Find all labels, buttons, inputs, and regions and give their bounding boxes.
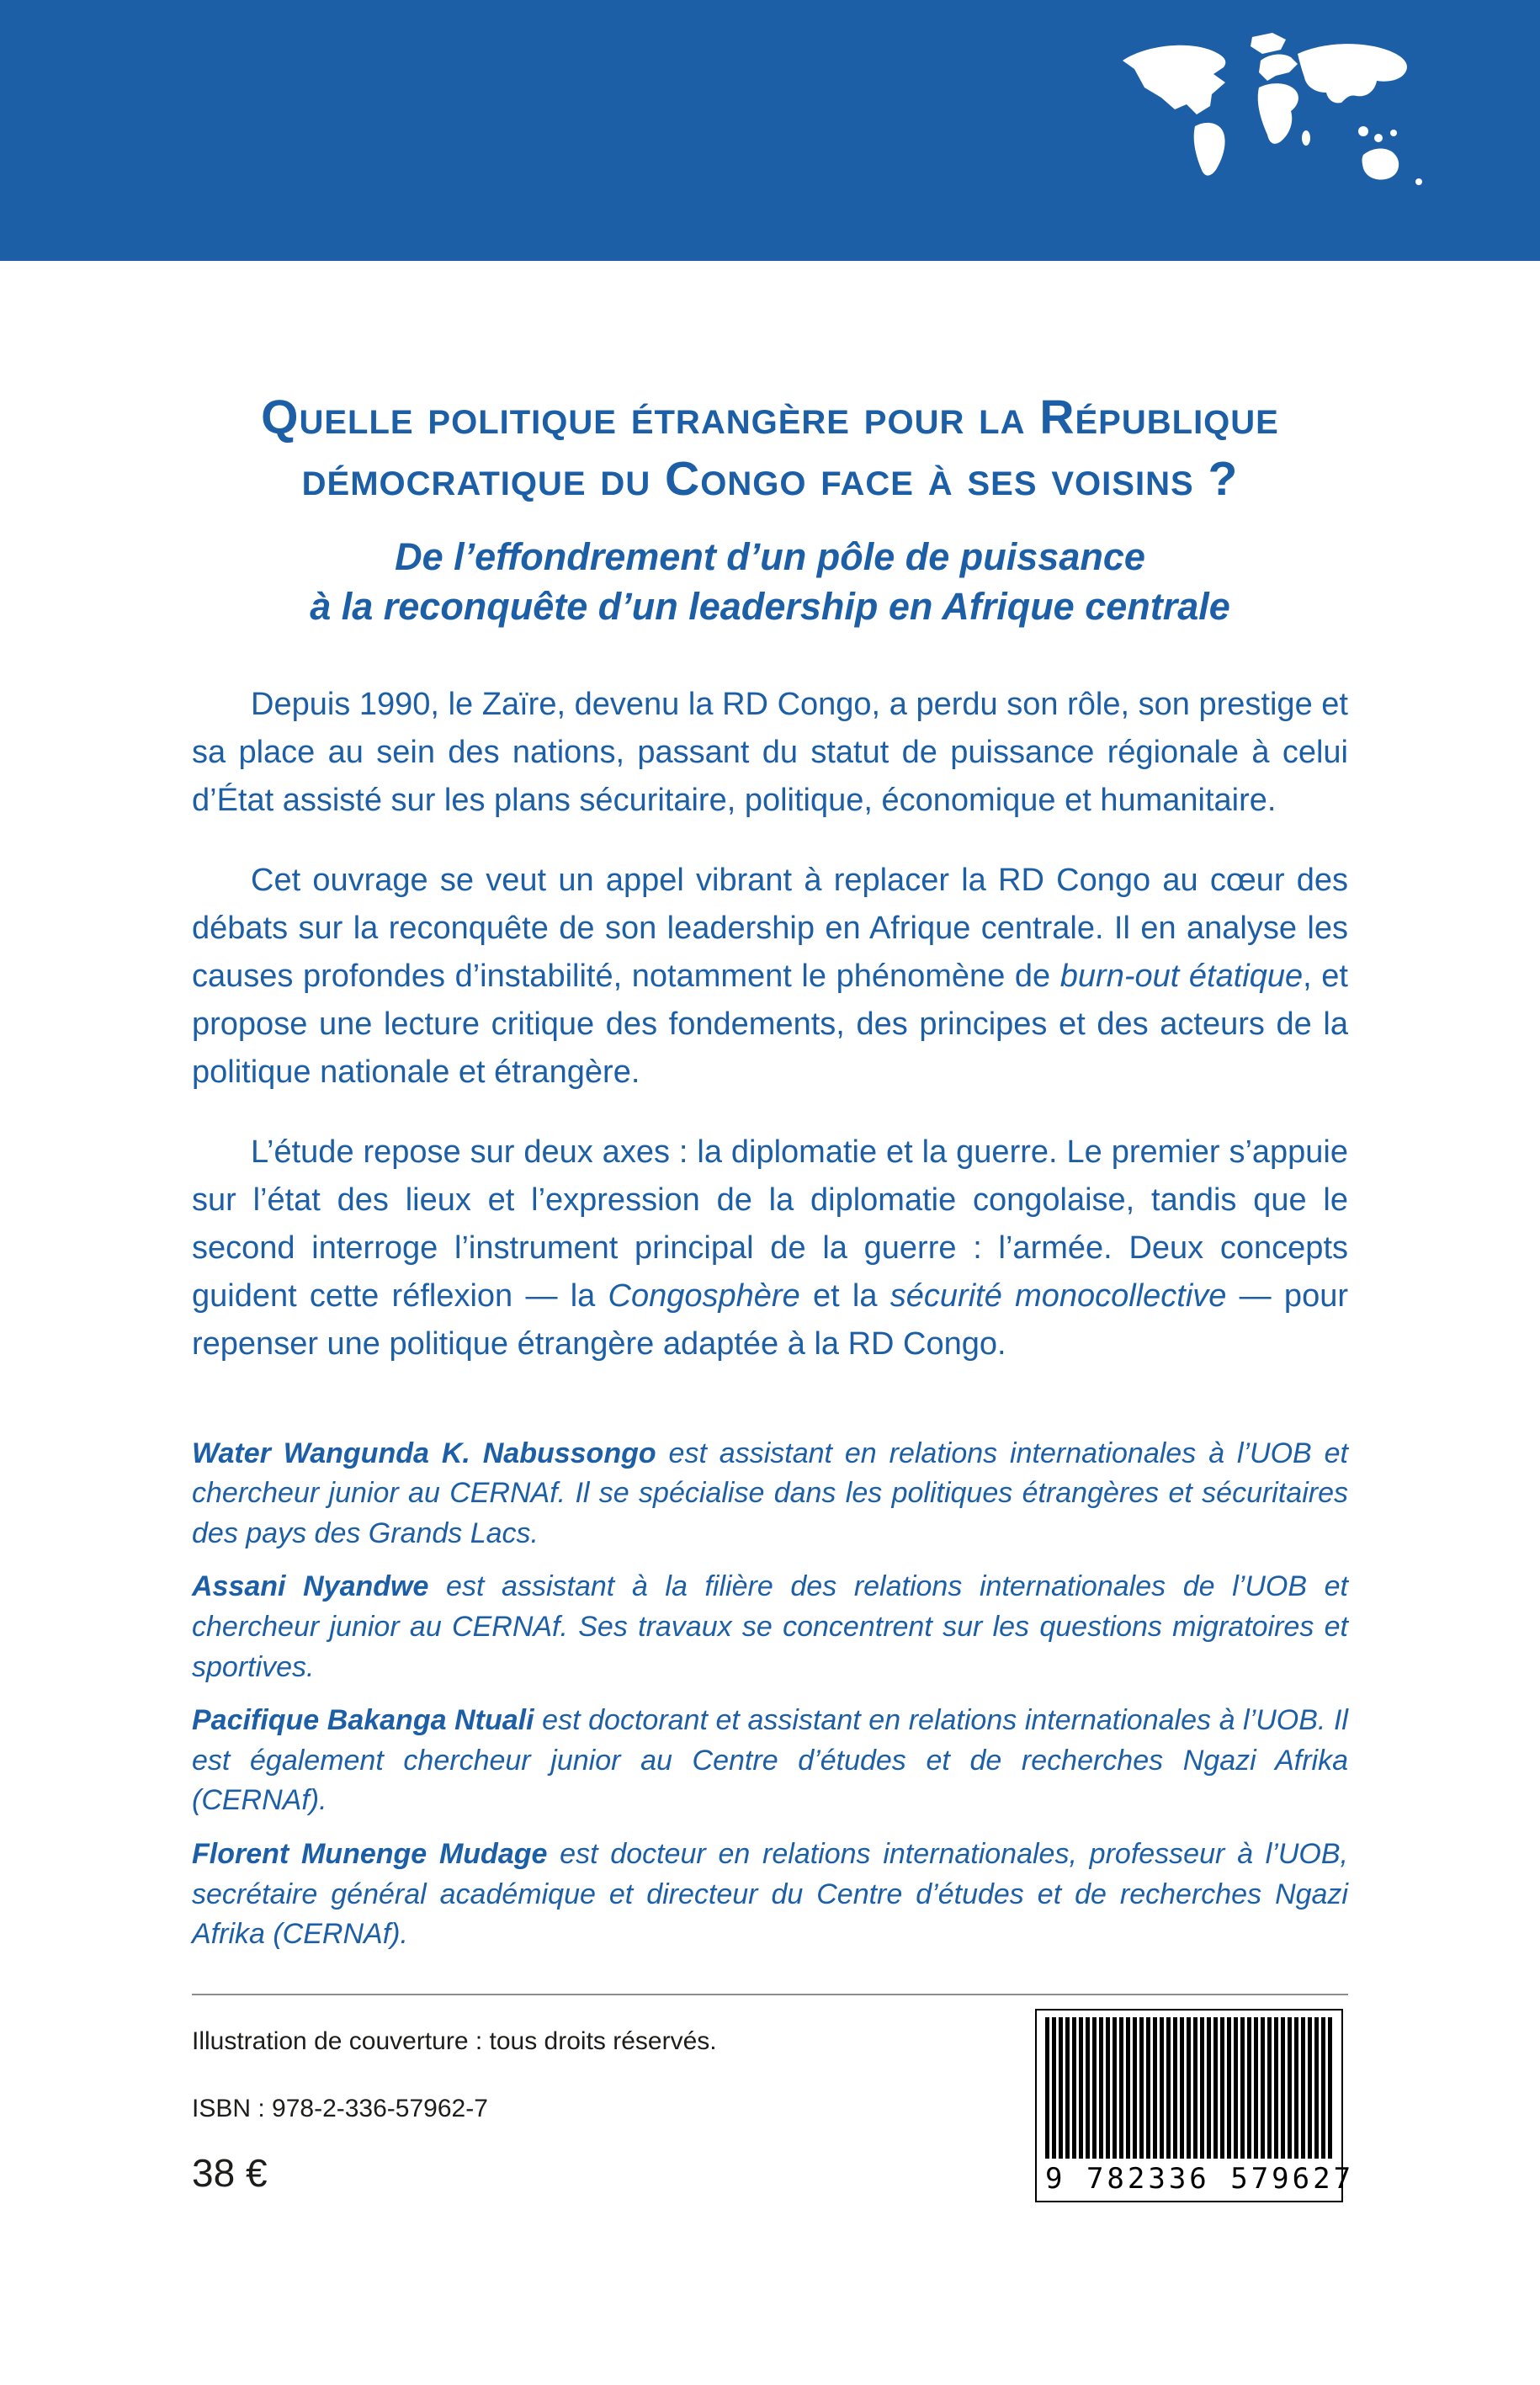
text-run: Water Wangunda K. Nabussongo xyxy=(192,1437,656,1469)
text-run: est docteur en relations internationales, professeur à l’UOB, secrétaire général académique et directeur du Centre d’études et de recherches Ngazi Afrika (CERNAf). xyxy=(192,1838,1348,1951)
barcode xyxy=(1035,2009,1355,2202)
book-title-line-1: Quelle politique étrangère pour la République xyxy=(261,390,1279,444)
author-bio xyxy=(192,1835,1348,1955)
world-map-icon xyxy=(1111,32,1431,200)
top-blue-band xyxy=(0,0,1540,261)
text-run: est assistant en relations internationales à l’UOB et chercheur junior au CERNAf. Il se spécialise dans les politiques étrangères et sécuritaires des pays des Grands Lacs. xyxy=(192,1437,1348,1549)
author-bio xyxy=(192,1434,1348,1554)
back-cover-paragraph xyxy=(192,857,1348,1097)
cover-content xyxy=(192,387,1355,2196)
book-title xyxy=(192,387,1348,510)
text-run: , et propose une lecture critique des fondements, des principes et des acteurs de la politique nationale et étrangère. xyxy=(192,958,1348,1090)
cover-footer xyxy=(192,1995,1355,2196)
text-run: Pacifique Bakanga Ntuali xyxy=(192,1704,534,1737)
text-run: est assistant à la filière des relations internationales de l’UOB et chercheur junior au CERNAf. Ses travaux se concentrent sur les questions migratoires et sportives. xyxy=(192,1570,1348,1683)
text-run: L’étude repose sur deux axes : la diplomatie et la guerre. Le premier s’appuie sur l’état des lieux et l’expression de la diplomatie congolaise, tandis que le second interroge l’instrument principal de la guerre : l’armée. Deux concepts guident cette réflexion — la xyxy=(192,1134,1348,1314)
author-bio xyxy=(192,1701,1348,1821)
back-cover-text xyxy=(192,681,1348,1368)
book-subtitle xyxy=(192,532,1348,632)
text-run: — pour repenser une politique étrangère adaptée à la RD Congo. xyxy=(192,1277,1348,1362)
text-run: sécurité monocollective xyxy=(889,1277,1227,1314)
text-run: Florent Munenge Mudage xyxy=(192,1838,548,1871)
text-run: burn-out étatique xyxy=(1059,958,1304,994)
author-bio xyxy=(192,1567,1348,1687)
book-subtitle-line-1: De l’effondrement d’un pôle de puissance xyxy=(395,534,1145,578)
book-subtitle-line-2: à la reconquête d’un leadership en Afrique centrale xyxy=(310,585,1230,629)
barcode-digits: 9 782336 579627 xyxy=(1045,2161,1355,2196)
text-run: Congosphère xyxy=(608,1277,800,1314)
back-cover-paragraph xyxy=(192,1129,1348,1368)
isbn-text: ISBN : 978-2-336-57962-7 xyxy=(192,2094,488,2122)
text-run: et la xyxy=(799,1277,890,1314)
text-run: Depuis 1990, le Zaïre, devenu la RD Congo, a perdu son rôle, son prestige et sa place au sein des nations, passant du statut de puissance régionale à celui d’État assisté sur les plans sécuritaire, politique, économique et humanitaire. xyxy=(192,686,1348,818)
text-run: est doctorant et assistant en relations internationales à l’UOB. Il est également chercheur junior au Centre d’études et de recherches Ngazi Afrika (CERNAf). xyxy=(192,1704,1348,1817)
text-run: Cet ouvrage se veut un appel vibrant à replacer la RD Congo au cœur des débats sur la reconquête de son leadership en Afrique centrale. Il en analyse les causes profondes d’instabilité, notamment le phénomène de xyxy=(192,862,1348,994)
text-run: Assani Nyandwe xyxy=(192,1570,429,1603)
back-cover-paragraph xyxy=(192,681,1348,825)
barcode-bars xyxy=(1045,2017,1333,2159)
author-bios xyxy=(192,1434,1348,1955)
illustration-credit: Illustration de couverture : tous droits réservés. xyxy=(192,2026,717,2055)
price-text: 38 € xyxy=(192,2150,268,2195)
book-title-line-2: démocratique du Congo face à ses voisins ? xyxy=(301,451,1239,506)
